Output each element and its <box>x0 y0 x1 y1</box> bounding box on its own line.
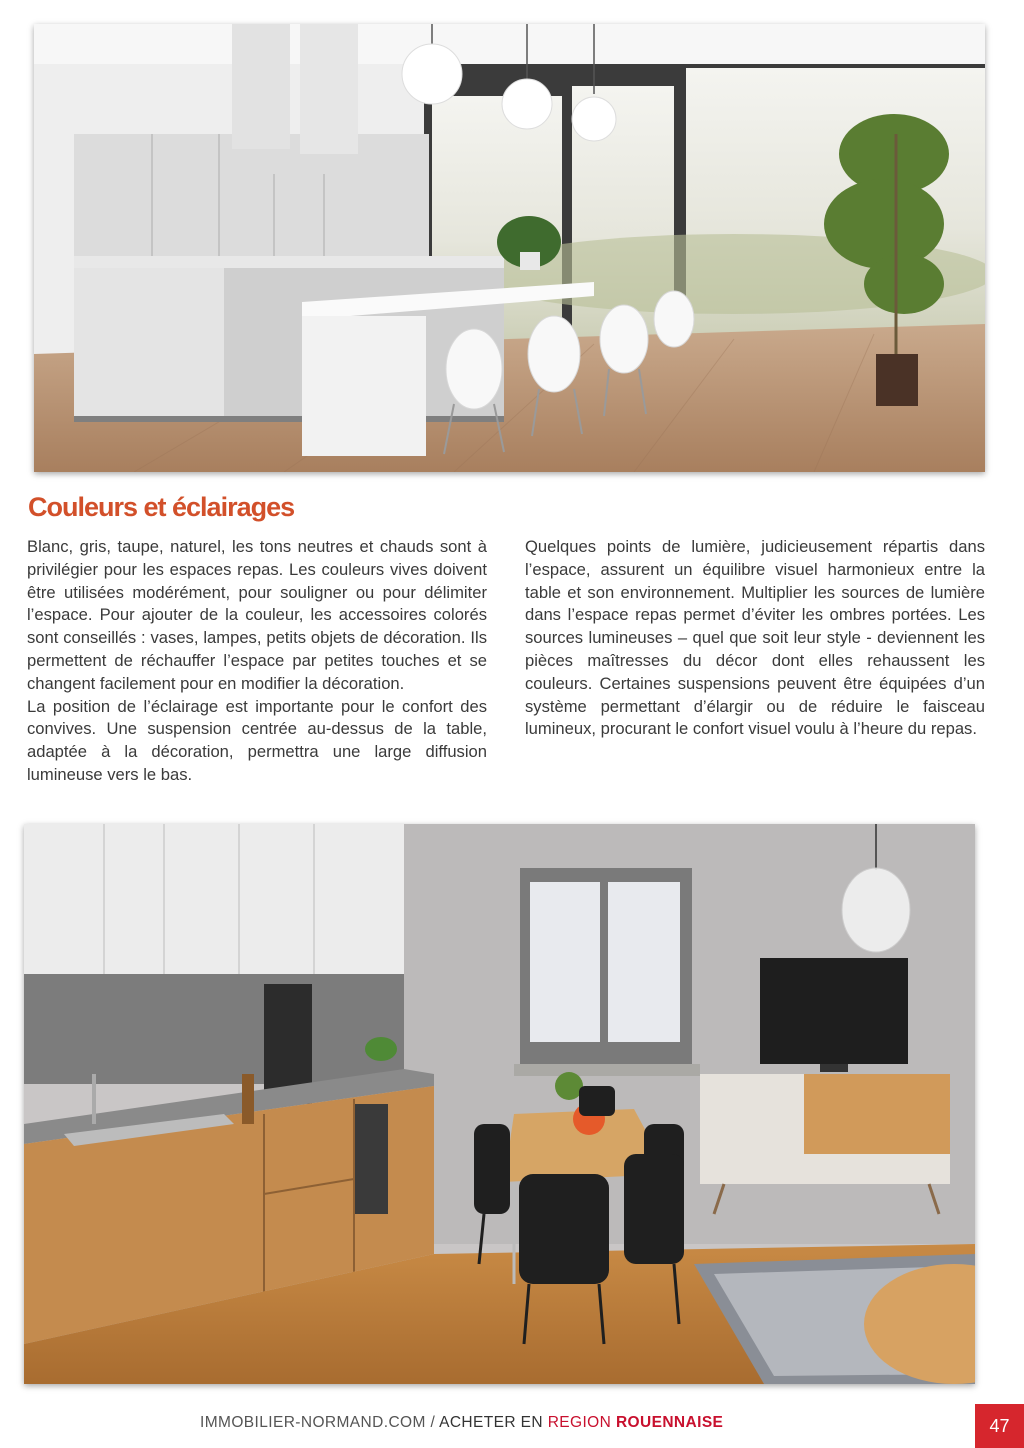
footer-region: REGION <box>547 1414 616 1431</box>
paragraph: Quelques points de lumière, judicieusement répartis dans l’espace, assurent un équilibre visuel harmonieux entre la table et son environnement. Multiplier les sources de lumière dans l’espace repas permet d’éviter les ombres portées. Les sources lumineuses – quel que soit leur style - deviennent les pièces maîtresses du décor dont elles rehaussent les couleurs. Certaines suspensions peuvent être équipées d’un système permettant d’élargir ou de réduire le faisceau lumineux, procurant le confort visuel voulu à l’heure du repas. <box>525 537 985 739</box>
footer-acheter: ACHETER EN <box>439 1414 548 1431</box>
page-number-badge: 47 <box>975 1404 1024 1448</box>
footer-brand-line <box>200 1414 723 1432</box>
text-column-right <box>525 536 985 741</box>
text-column-left <box>27 536 487 787</box>
kitchen-photo-top <box>34 24 985 472</box>
paragraph: Blanc, gris, taupe, naturel, les tons neutres et chauds sont à privilégier pour les espaces repas. Les couleurs vives doivent être utilisées modérément, pour souligner ou pour délimiter l’espace. Pour ajouter de la couleur, les accessoires colorés sont conseillés : vases, lampes, petits objets de décoration. Ils permettent de réchauffer l’espace par petites touches et se changent facilement pour en modifier la décoration. <box>27 537 487 693</box>
white-kitchen-illustration <box>34 24 985 472</box>
wood-kitchen-illustration <box>24 824 975 1384</box>
footer-site: IMMOBILIER-NORMAND.COM <box>200 1414 426 1431</box>
section-heading: Couleurs et éclairages <box>28 492 295 522</box>
paragraph: La position de l’éclairage est importante pour le confort des convives. Une suspension centrée au-dessus de la table, adaptée à la décoration, permettra une large diffusion lumineuse vers le bas. <box>27 696 487 784</box>
footer-city: ROUENNAISE <box>615 1414 724 1431</box>
kitchen-photo-bottom <box>24 824 975 1384</box>
footer-separator: / <box>425 1414 440 1431</box>
